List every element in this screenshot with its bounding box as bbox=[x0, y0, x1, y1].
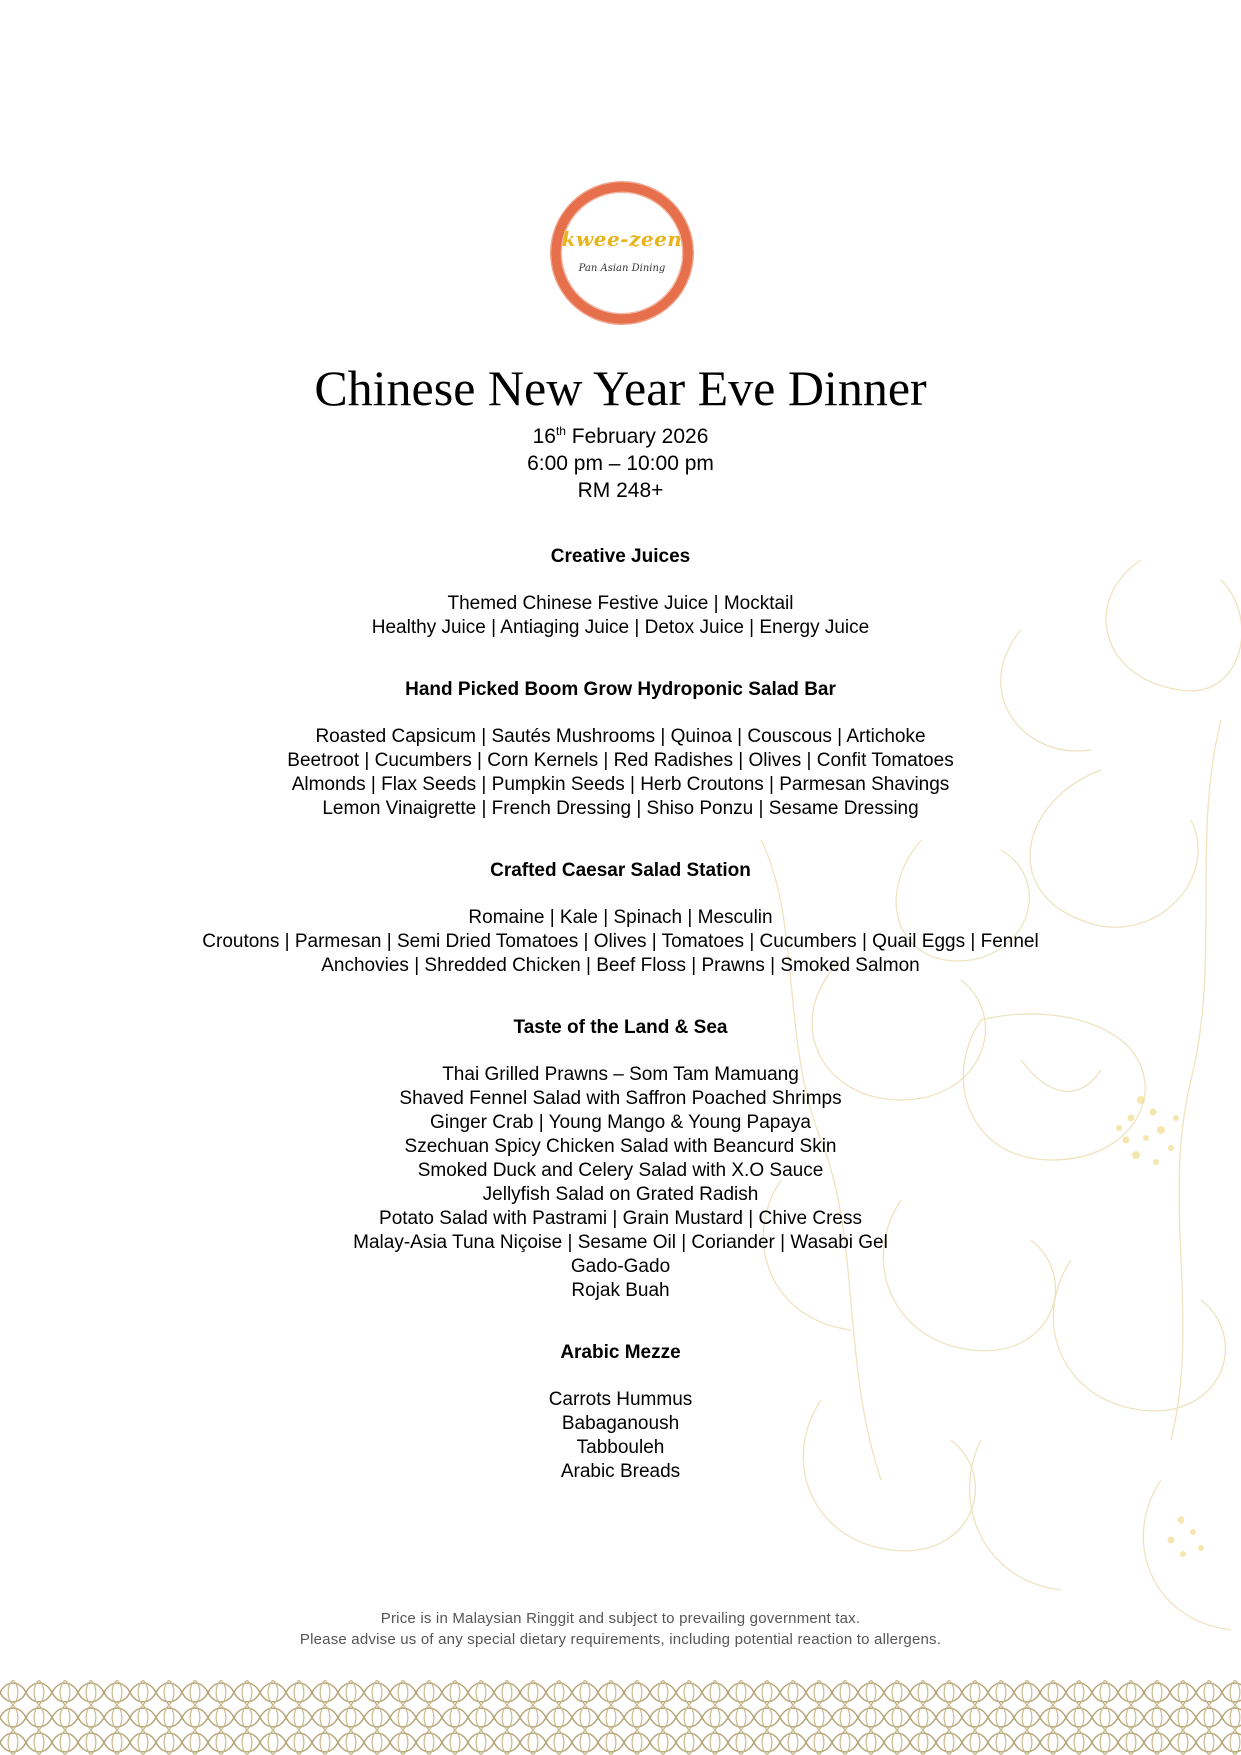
menu-item: Potato Salad with Pastrami | Grain Mustard | Chive Cress bbox=[379, 1208, 862, 1229]
menu-item: Healthy Juice | Antiaging Juice | Detox Juice | Energy Juice bbox=[371, 617, 870, 638]
footer-tax-note: Price is in Malaysian Ringgit and subject to prevailing government tax. bbox=[380, 1610, 861, 1627]
menu-item: Jellyfish Salad on Grated Radish bbox=[482, 1184, 759, 1205]
menu-item: Malay-Asia Tuna Niçoise | Sesame Oil | Coriander | Wasabi Gel bbox=[353, 1232, 888, 1253]
logo-ring-icon bbox=[547, 173, 697, 333]
section-title: Arabic Mezze bbox=[560, 1342, 681, 1363]
logo-tagline: Pan Asian Dining bbox=[578, 263, 666, 274]
section-title: Crafted Caesar Salad Station bbox=[490, 860, 751, 881]
menu-item: Babaganoush bbox=[561, 1413, 680, 1434]
section-title: Hand Picked Boom Grow Hydroponic Salad Bar bbox=[405, 679, 836, 700]
section-title: Creative Juices bbox=[550, 546, 691, 567]
event-date bbox=[0, 418, 1241, 450]
event-date-suffix: th bbox=[555, 424, 566, 438]
menu-item: Gado-Gado bbox=[570, 1256, 671, 1277]
menu-item: Roasted Capsicum | Sautés Mushrooms | Quinoa | Couscous | Artichoke bbox=[315, 726, 926, 747]
section-caesar-salad bbox=[0, 859, 1241, 978]
section-land-sea bbox=[0, 1016, 1241, 1303]
footer-notes bbox=[0, 1608, 1241, 1650]
section-creative-juices bbox=[0, 545, 1241, 640]
menu-item: Shaved Fennel Salad with Saffron Poached Shrimps bbox=[399, 1088, 842, 1109]
menu-body bbox=[0, 545, 1241, 1522]
menu-item: Lemon Vinaigrette | French Dressing | Shiso Ponzu | Sesame Dressing bbox=[322, 798, 919, 819]
page-title: Chinese New Year Eve Dinner bbox=[314, 360, 927, 416]
section-title: Taste of the Land & Sea bbox=[513, 1017, 728, 1038]
menu-item: Romaine | Kale | Spinach | Mesculin bbox=[468, 907, 773, 928]
menu-item: Tabbouleh bbox=[576, 1437, 665, 1458]
event-time: 6:00 pm – 10:00 pm bbox=[527, 452, 714, 475]
logo bbox=[547, 173, 697, 333]
menu-item: Rojak Buah bbox=[571, 1280, 670, 1301]
menu-item: Croutons | Parmesan | Semi Dried Tomatoes | Olives | Tomatoes | Cucumbers | Quail Eggs | Fennel bbox=[202, 931, 1039, 952]
menu-item: Anchovies | Shredded Chicken | Beef Floss | Prawns | Smoked Salmon bbox=[321, 955, 920, 976]
footer-allergen-note: Please advise us of any special dietary requirements, including potential reaction to allergens. bbox=[299, 1631, 942, 1648]
section-salad-bar bbox=[0, 678, 1241, 821]
menu-item: Thai Grilled Prawns – Som Tam Mamuang bbox=[442, 1064, 799, 1085]
section-arabic-mezze bbox=[0, 1341, 1241, 1484]
menu-item: Themed Chinese Festive Juice | Mocktail bbox=[447, 593, 794, 614]
menu-item: Carrots Hummus bbox=[548, 1389, 693, 1410]
event-price: RM 248+ bbox=[577, 479, 664, 502]
menu-item: Szechuan Spicy Chicken Salad with Beancurd Skin bbox=[404, 1136, 837, 1157]
menu-header bbox=[0, 358, 1241, 504]
event-date-rest: February 2026 bbox=[565, 425, 709, 448]
lattice-pattern-border bbox=[0, 1680, 1241, 1755]
menu-item: Beetroot | Cucumbers | Corn Kernels | Red Radishes | Olives | Confit Tomatoes bbox=[287, 750, 954, 771]
menu-item: Ginger Crab | Young Mango & Young Papaya bbox=[429, 1112, 811, 1133]
event-date-day: 16 bbox=[532, 425, 556, 448]
menu-item: Arabic Breads bbox=[560, 1461, 681, 1482]
menu-item: Smoked Duck and Celery Salad with X.O Sauce bbox=[417, 1160, 824, 1181]
logo-brand-name: kwee-zeen bbox=[561, 227, 683, 251]
menu-item: Almonds | Flax Seeds | Pumpkin Seeds | Herb Croutons | Parmesan Shavings bbox=[291, 774, 950, 795]
